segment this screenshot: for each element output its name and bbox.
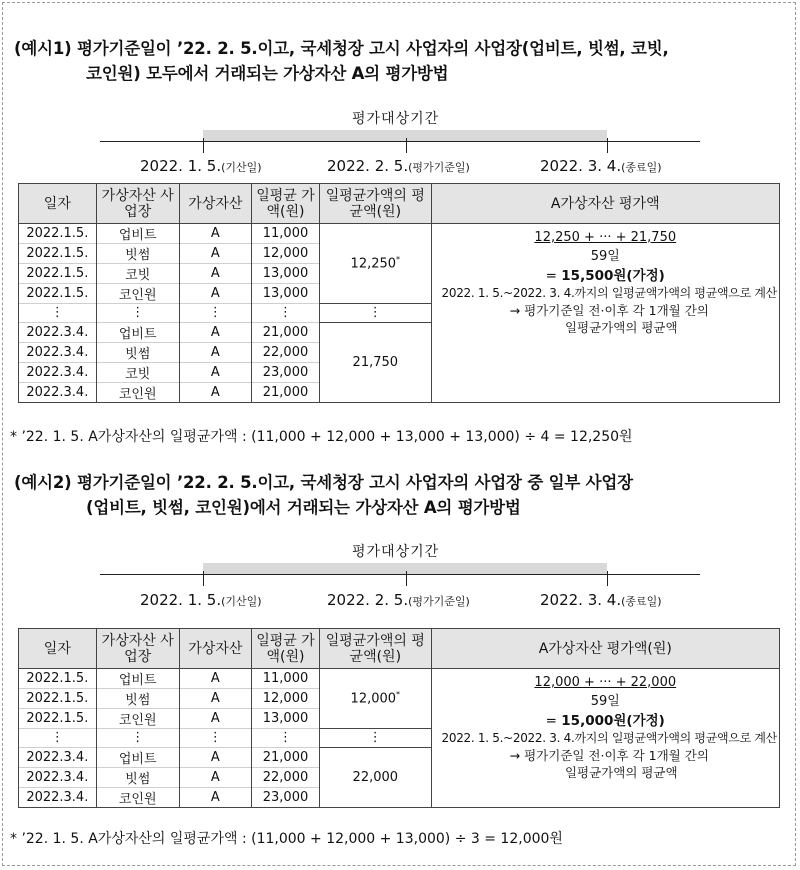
table-row: 2022.3.4. 코인원 A 23,000 xyxy=(19,788,780,808)
example2-tick-base xyxy=(406,571,407,586)
example2-tick-end xyxy=(607,571,608,586)
example1-table xyxy=(18,183,780,403)
example1-date-start: 2022. 1. 5.(기산일) xyxy=(140,157,262,175)
calc-result: = 15,000원(가정) xyxy=(545,713,665,729)
example2-date-start: 2022. 1. 5.(기산일) xyxy=(140,591,262,609)
header-asset: 가상자산 xyxy=(179,629,251,669)
example2-period-label: 평가대상기간 xyxy=(352,544,440,560)
example2-date-end: 2022. 3. 4.(종료일) xyxy=(540,591,662,609)
table-row: 2022.1.5. 업비트 A 11,000 12,250* 12,250 + ··· + 21,750 59일 = 15,500원(가정) 2022. 1. 5.~2022. 3. 4.까지의 일평균액가액의 평균액으로 계산 → 평가기준일 전·이후 각 1개월 간의 일평균가액의 평균액 xyxy=(19,224,780,244)
calc-result: = 15,500원(가정) xyxy=(545,268,665,284)
header-date: 일자 xyxy=(19,629,97,669)
example1-tick-base xyxy=(406,138,407,153)
example2-table xyxy=(18,628,780,808)
avg-top-cell: 12,000* xyxy=(320,669,431,729)
header-avg-of-daily: 일평균가액의 평균액(원) xyxy=(320,629,431,669)
example1-footnote: * ’22. 1. 5. A가상자산의 일평균가액 : (11,000 + 12,000 + 13,000 + 13,000) ÷ 4 = 12,250원 xyxy=(10,429,633,445)
example2-period-shade xyxy=(203,563,607,574)
table-row: 2022.1.5. 빗썸 A 12,000 xyxy=(19,244,780,264)
header-date: 일자 xyxy=(19,184,97,224)
table-row: 2022.3.4. 빗썸 A 22,000 xyxy=(19,768,780,788)
example2-footnote: * ’22. 1. 5. A가상자산의 일평균가액 : (11,000 + 12,000 + 13,000) ÷ 3 = 12,000원 xyxy=(10,831,563,847)
avg-bottom-cell: 22,000 xyxy=(320,748,431,808)
table-row: 2022.3.4. 코인원 A 21,000 xyxy=(19,383,780,403)
table-row: 2022.3.4. 업비트 A 21,000 22,000 xyxy=(19,748,780,768)
header-exchange: 가상자산 사업장 xyxy=(96,629,179,669)
calc-denominator: 59일 xyxy=(590,249,620,264)
example1-period-label: 평가대상기간 xyxy=(352,111,440,127)
table-row: 2022.1.5. 업비트 A 11,000 12,000* 12,000 + ··· + 22,000 59일 = 15,000원(가정) 2022. 1. 5.~2022. 3. 4.까지의 일평균액가액의 평균액으로 계산 → 평가기준일 전·이후 각 1개월 간의 일평균가액의 평균액 xyxy=(19,669,780,689)
example2-heading-line1: (예시2) 평가기준일이 ’22. 2. 5.이고, 국세청장 고시 사업자의 사업장 중 일부 사업장 xyxy=(14,473,633,492)
example2-tick-start xyxy=(203,571,204,586)
valuation-calc-cell xyxy=(431,669,779,808)
calc-note: 2022. 1. 5.~2022. 3. 4.까지의 일평균액가액의 평균액으로 계산 xyxy=(441,731,777,745)
example1-date-base: 2022. 2. 5.(평가기준일) xyxy=(327,157,470,175)
header-valuation: A가상자산 평가액(원) xyxy=(431,629,779,669)
calc-numerator: 12,250 + ··· + 21,750 xyxy=(534,230,677,245)
header-valuation: A가상자산 평가액 xyxy=(431,184,779,224)
ellipsis-row: ⋮ ⋮ ⋮ ⋮ ⋮ xyxy=(19,729,780,748)
example2-date-base: 2022. 2. 5.(평가기준일) xyxy=(327,591,470,609)
avg-bottom-cell: 21,750 xyxy=(320,323,431,403)
calc-denominator: 59일 xyxy=(590,694,620,709)
table-row: 2022.3.4. 코빗 A 23,000 xyxy=(19,363,780,383)
table-row: 2022.3.4. 빗썸 A 22,000 xyxy=(19,343,780,363)
header-exchange: 가상자산 사업장 xyxy=(96,184,179,224)
table-row: 2022.1.5. 빗썸 A 12,000 xyxy=(19,689,780,709)
calc-note: 2022. 1. 5.~2022. 3. 4.까지의 일평균액가액의 평균액으로 계산 xyxy=(441,286,777,300)
calc-numerator: 12,000 + ··· + 22,000 xyxy=(534,675,677,690)
table-row: 2022.1.5. 코빗 A 13,000 xyxy=(19,264,780,284)
example2-timeline-axis xyxy=(100,574,700,575)
calc-arrow-note: → 평가기준일 전·이후 각 1개월 간의 일평균가액의 평균액 xyxy=(509,303,709,335)
example1-tick-start xyxy=(203,138,204,153)
example1-period-shade xyxy=(203,130,607,141)
calc-arrow-note: → 평가기준일 전·이후 각 1개월 간의 일평균가액의 평균액 xyxy=(509,748,709,780)
example2-heading xyxy=(14,470,794,520)
example1-heading-line2: 코인원) 모두에서 거래되는 가상자산 A의 평가방법 xyxy=(86,64,449,83)
header-daily-avg: 일평균 가액(원) xyxy=(251,184,319,224)
example1-tick-end xyxy=(607,138,608,153)
header-daily-avg: 일평균 가액(원) xyxy=(251,629,319,669)
example1-date-end: 2022. 3. 4.(종료일) xyxy=(540,157,662,175)
example1-heading-line1: (예시1) 평가기준일이 ’22. 2. 5.이고, 국세청장 고시 사업자의 사업장(업비트, 빗썸, 코빗, xyxy=(14,39,669,58)
table-row: 2022.3.4. 업비트 A 21,000 21,750 xyxy=(19,323,780,343)
example2-heading-line2: (업비트, 빗썸, 코인원)에서 거래되는 가상자산 A의 평가방법 xyxy=(86,498,521,517)
header-asset: 가상자산 xyxy=(179,184,251,224)
header-avg-of-daily: 일평균가액의 평균액(원) xyxy=(320,184,431,224)
example1-heading xyxy=(14,36,794,86)
table-row: 2022.1.5. 코인원 A 13,000 xyxy=(19,284,780,304)
example1-timeline-axis xyxy=(100,141,700,142)
table-row: 2022.1.5. 코인원 A 13,000 xyxy=(19,709,780,729)
valuation-calc-cell xyxy=(431,224,779,403)
avg-top-cell: 12,250* xyxy=(320,224,431,304)
ellipsis-row: ⋮ ⋮ ⋮ ⋮ ⋮ xyxy=(19,304,780,323)
